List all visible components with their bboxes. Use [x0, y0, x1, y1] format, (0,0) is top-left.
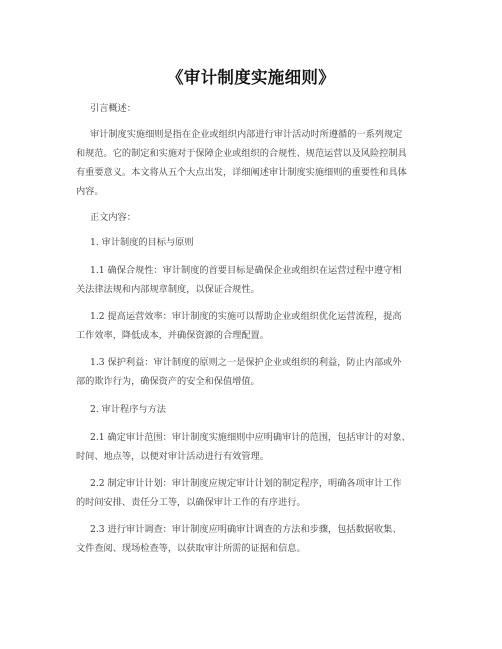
- document-title: 《审计制度实施细则》: [167, 68, 335, 87]
- intro-line: 和规范。它的制定和实施对于保障企业或组织的合规性、规范运营以及风险控制具: [76, 148, 407, 159]
- paragraph-2-3-line: 文件查阅、现场检查等，以获取审计所需的证据和信息。: [76, 543, 306, 554]
- intro-line: 有重要意义。本文将从五个大点出发，详细阐述审计制度实施细则的重要性和具体: [76, 167, 407, 178]
- section-1-heading: 1. 审计制度的目标与原则: [90, 237, 194, 248]
- paragraph-2-1-line: 时间、地点等，以便对审计活动进行有效管理。: [76, 451, 269, 462]
- section-2-heading: 2. 审计程序与方法: [90, 404, 166, 415]
- paragraph-1-3-line: 1.3 保护利益：审计制度的原则之一是保护企业或组织的利益，防止内部或外: [90, 357, 402, 368]
- intro-line: 审计制度实施细则是指在企业或组织内部进行审计活动时所遵循的一系列规定: [90, 129, 403, 140]
- intro-line: 内容。: [76, 186, 104, 197]
- paragraph-2-2-line: 2.2 制定审计计划：审计制度应规定审计计划的制定程序，明确各项审计工作: [90, 478, 402, 489]
- body-heading: 正文内容：: [90, 212, 136, 223]
- paragraph-2-1-line: 2.1 确定审计范围：审计制度实施细则中应明确审计的范围，包括审计的对象、: [90, 432, 411, 443]
- paragraph-1-1-line: 1.1 确保合规性：审计制度的首要目标是确保企业或组织在运营过程中遵守相: [90, 265, 402, 276]
- paragraph-1-3-line: 部的欺诈行为，确保资产的安全和保值增值。: [76, 376, 260, 387]
- paragraph-2-2-line: 的时间安排、责任分工等，以确保审计工作的有序进行。: [76, 497, 306, 508]
- paragraph-1-2-line: 工作效率，降低成本，并确保资源的合理配置。: [76, 330, 269, 341]
- paragraph-1-1-line: 关法律法规和内部规章制度，以保证合规性。: [76, 284, 260, 295]
- paragraph-2-3-line: 2.3 进行审计调查：审计制度应明确审计调查的方法和步骤，包括数据收集、: [90, 524, 402, 535]
- paragraph-1-2-line: 1.2 提高运营效率：审计制度的实施可以帮助企业或组织优化运营流程，提高: [90, 311, 402, 322]
- intro-heading: 引言概述：: [90, 103, 136, 114]
